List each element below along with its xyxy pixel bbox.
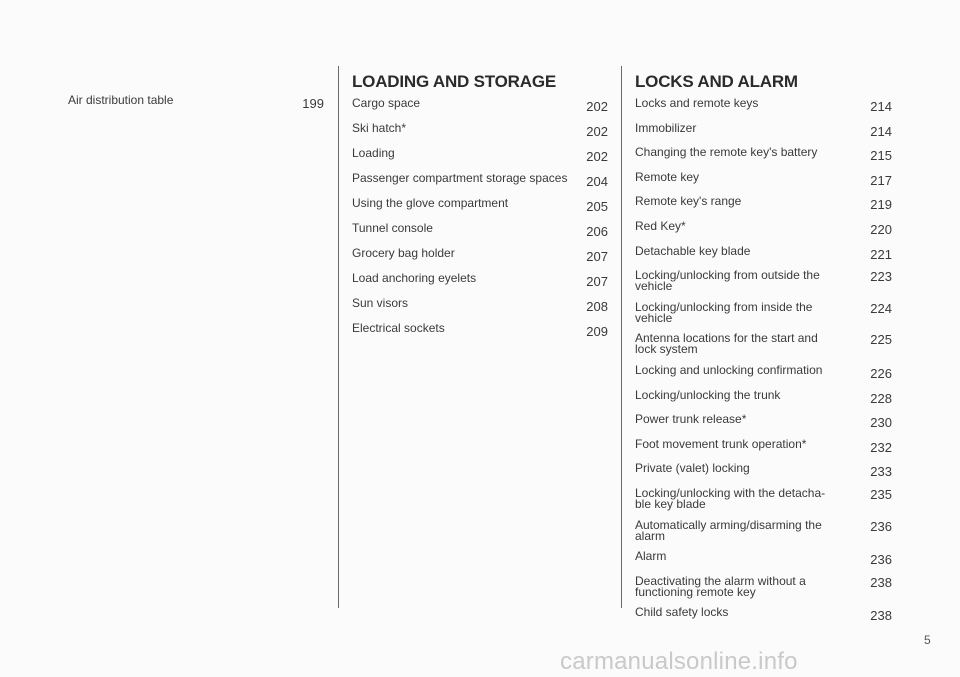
toc-entry-page: 215 bbox=[870, 148, 892, 164]
toc-entry-title: Tunnel console bbox=[352, 221, 433, 235]
toc-entry-page: 202 bbox=[586, 124, 608, 139]
watermark-text: carmanualsonline.info bbox=[560, 648, 798, 675]
toc-entry-title: Locks and remote keys bbox=[635, 96, 759, 110]
toc-entry-page: 223 bbox=[870, 269, 892, 285]
toc-entry-title: Power trunk release* bbox=[635, 412, 747, 427]
toc-entry-page: 233 bbox=[870, 464, 892, 480]
toc-column-2 bbox=[352, 66, 608, 348]
toc-entry[interactable] bbox=[635, 436, 892, 455]
toc-entry-title: Remote key's range bbox=[635, 194, 742, 209]
toc-entry-title: Locking/unlocking from inside the vehicle bbox=[635, 299, 813, 325]
toc-entry-page: 238 bbox=[870, 574, 892, 590]
toc-entry-title: Locking and unlocking confirmation bbox=[635, 362, 823, 377]
toc-entry-title: Locking/unlocking the trunk bbox=[635, 387, 781, 402]
toc-entry[interactable] bbox=[635, 362, 892, 381]
toc-entry[interactable] bbox=[635, 169, 892, 188]
toc-entry-page: 226 bbox=[870, 365, 892, 381]
toc-entry-page: 235 bbox=[870, 486, 892, 502]
toc-entry-title: Red Key* bbox=[635, 218, 686, 233]
toc-entry-page: 230 bbox=[870, 415, 892, 431]
toc-entry[interactable] bbox=[635, 414, 892, 429]
toc-entry[interactable] bbox=[352, 198, 608, 213]
toc-entry[interactable] bbox=[635, 196, 892, 211]
toc-entry-title: Private (valet) locking bbox=[635, 461, 750, 476]
toc-entry-title: Using the glove compartment bbox=[352, 196, 509, 210]
toc-entry-title: Remote key bbox=[635, 169, 700, 184]
toc-entry[interactable] bbox=[352, 223, 608, 238]
toc-entry[interactable] bbox=[635, 299, 892, 325]
toc-entry[interactable] bbox=[635, 218, 892, 237]
toc-entry[interactable] bbox=[635, 120, 892, 139]
toc-entry[interactable] bbox=[635, 147, 892, 162]
column-divider bbox=[338, 66, 339, 608]
toc-list bbox=[352, 98, 608, 338]
toc-list bbox=[635, 98, 892, 622]
toc-entry-title: Electrical sockets bbox=[352, 321, 445, 335]
toc-entry[interactable] bbox=[352, 248, 608, 263]
toc-entry[interactable] bbox=[635, 551, 892, 566]
toc-entry-page: 214 bbox=[870, 99, 892, 114]
toc-entry[interactable] bbox=[352, 298, 608, 313]
toc-entry-page: 207 bbox=[586, 249, 608, 264]
toc-entry-page: 209 bbox=[586, 324, 608, 339]
column-divider bbox=[621, 66, 622, 608]
toc-entry[interactable] bbox=[635, 607, 892, 622]
toc-entry[interactable] bbox=[635, 98, 892, 113]
toc-entry-title: Changing the remote key's battery bbox=[635, 145, 818, 160]
toc-entry-page: 228 bbox=[870, 390, 892, 406]
toc-entry-title: Immobilizer bbox=[635, 120, 697, 135]
section-heading-loading-storage: LOADING AND STORAGE bbox=[352, 72, 556, 91]
page-number: 5 bbox=[924, 633, 931, 647]
toc-entry-page: 202 bbox=[586, 149, 608, 164]
toc-entry-page: 238 bbox=[870, 608, 892, 624]
toc-entry[interactable] bbox=[352, 98, 608, 113]
toc-entry-page: 199 bbox=[302, 96, 324, 111]
toc-entry-title: Ski hatch* bbox=[352, 121, 407, 135]
toc-entry-title: Locking/unlocking with the detacha-ble key blade bbox=[635, 485, 826, 511]
toc-entry-page: 205 bbox=[586, 199, 608, 214]
toc-entry-title: Load anchoring eyelets bbox=[352, 271, 477, 285]
toc-entry-title: Antenna locations for the start and lock system bbox=[635, 331, 818, 357]
toc-entry[interactable] bbox=[635, 573, 892, 599]
toc-column-1 bbox=[68, 66, 324, 120]
toc-entry[interactable] bbox=[635, 243, 892, 262]
toc-entry-page: 220 bbox=[870, 221, 892, 237]
toc-entry-title: Locking/unlocking from outside the vehicle bbox=[635, 268, 820, 294]
toc-entry-title: Sun visors bbox=[352, 296, 409, 310]
toc-entry[interactable] bbox=[352, 173, 608, 188]
toc-entry-title: Detachable key blade bbox=[635, 243, 751, 258]
toc-entry-title: Deactivating the alarm without a functioning remote key bbox=[635, 573, 806, 599]
toc-entry-title: Automatically arming/disarming the alarm bbox=[635, 517, 822, 543]
toc-list bbox=[68, 66, 324, 110]
toc-entry-page: 232 bbox=[870, 439, 892, 455]
toc-entry-title: Loading bbox=[352, 146, 395, 160]
toc-entry[interactable] bbox=[635, 463, 892, 478]
toc-entry-title: Foot movement trunk operation* bbox=[635, 436, 807, 451]
toc-entry-title: Passenger compartment storage spaces bbox=[352, 171, 568, 185]
toc-entry[interactable] bbox=[352, 123, 608, 138]
toc-entry-page: 221 bbox=[870, 246, 892, 262]
toc-entry-page: 236 bbox=[870, 518, 892, 534]
toc-entry[interactable] bbox=[352, 323, 608, 338]
toc-entry-title: Cargo space bbox=[352, 96, 421, 110]
toc-entry-page: 217 bbox=[870, 172, 892, 188]
toc-entry[interactable] bbox=[352, 148, 608, 163]
toc-entry[interactable] bbox=[635, 270, 892, 292]
toc-entry-page: 202 bbox=[586, 99, 608, 114]
toc-entry-page: 219 bbox=[870, 197, 892, 213]
toc-entry-page: 224 bbox=[870, 300, 892, 316]
toc-entry[interactable] bbox=[635, 485, 892, 511]
toc-entry-page: 207 bbox=[586, 274, 608, 289]
toc-entry-title: Grocery bag holder bbox=[352, 246, 455, 260]
toc-entry-title: Air distribution table bbox=[68, 93, 174, 107]
toc-entry[interactable] bbox=[352, 273, 608, 288]
toc-entry-title: Child safety locks bbox=[635, 605, 729, 620]
toc-entry[interactable] bbox=[635, 333, 892, 355]
toc-entry-page: 236 bbox=[870, 552, 892, 568]
toc-entry[interactable] bbox=[68, 95, 324, 110]
section-heading-locks-alarm: LOCKS AND ALARM bbox=[635, 72, 798, 91]
toc-entry-title: Alarm bbox=[635, 549, 667, 564]
toc-entry-page: 204 bbox=[586, 174, 608, 189]
toc-entry-page: 208 bbox=[586, 299, 608, 314]
toc-entry-page: 225 bbox=[870, 332, 892, 348]
toc-column-3 bbox=[635, 66, 892, 632]
toc-entry-page: 206 bbox=[586, 224, 608, 239]
toc-entry[interactable] bbox=[635, 387, 892, 406]
toc-entry-page: 214 bbox=[870, 123, 892, 139]
toc-entry[interactable] bbox=[635, 517, 892, 543]
